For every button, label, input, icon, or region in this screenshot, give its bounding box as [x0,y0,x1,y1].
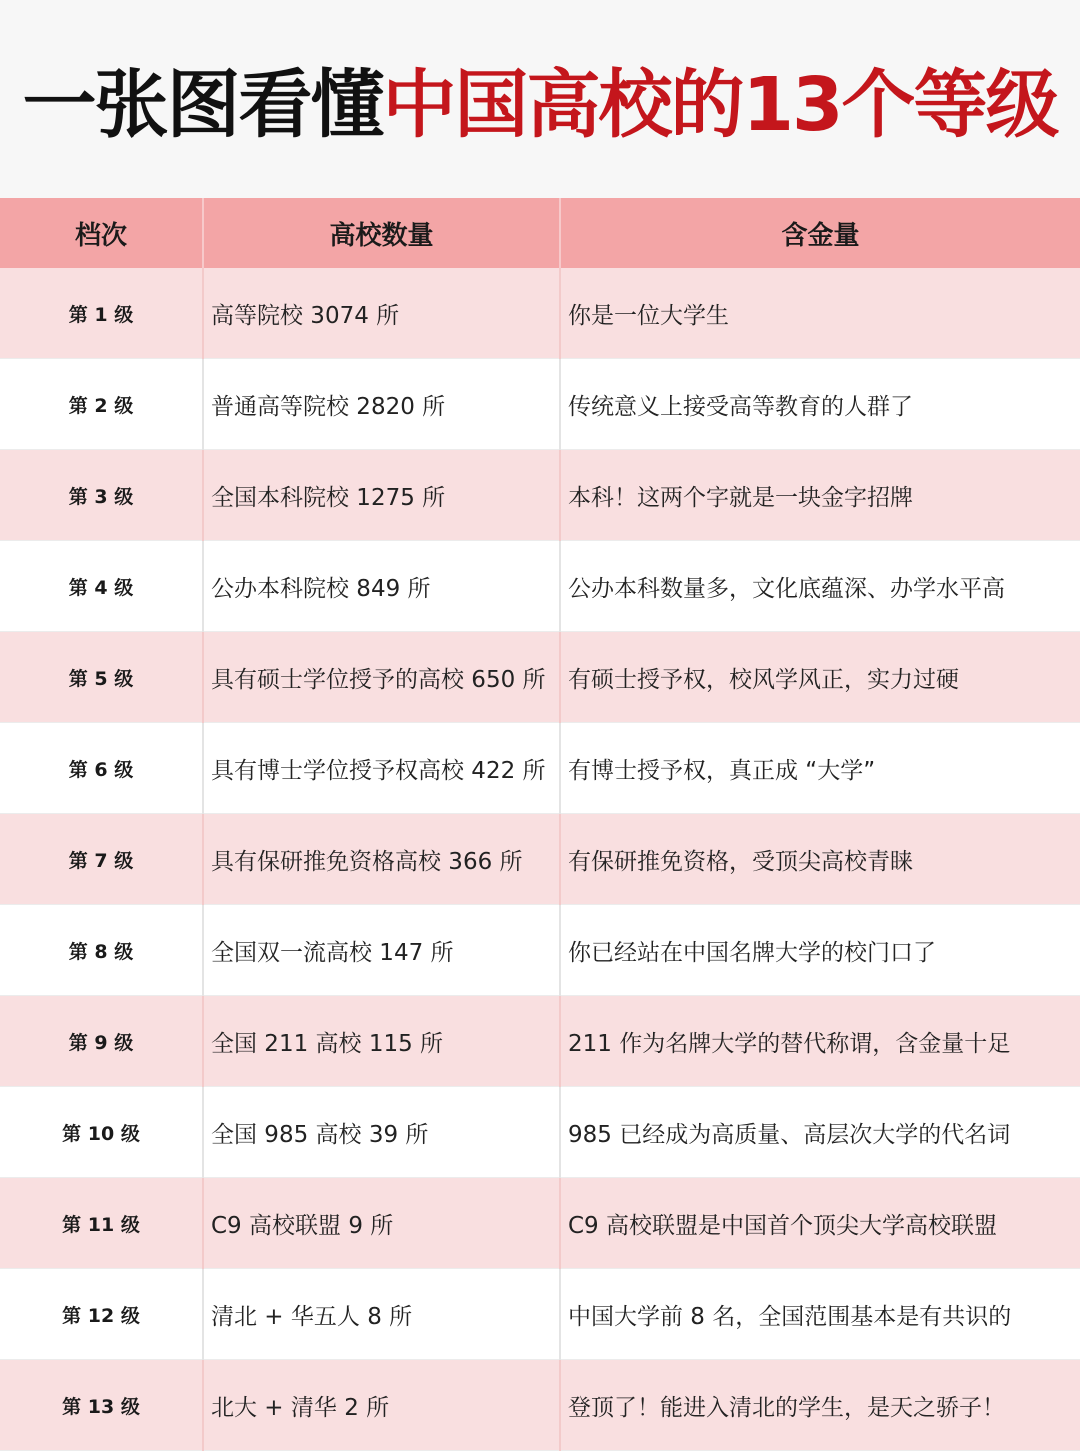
page-title [23,46,1058,152]
count-cell: 公办本科院校 849 所 [203,541,560,632]
table-row [0,905,1080,996]
level-cell: 第 5 级 [0,632,203,723]
value-cell: 211 作为名牌大学的替代称谓，含金量十足 [560,996,1080,1087]
header-level: 档次 [0,198,203,268]
table-row [0,1087,1080,1178]
value-cell: 你是一位大学生 [560,268,1080,359]
value-cell: 有博士授予权，真正成 “大学” [560,723,1080,814]
table-row [0,1178,1080,1269]
value-cell: 有硕士授予权，校风学风正，实力过硬 [560,632,1080,723]
value-cell: 你已经站在中国名牌大学的校门口了 [560,905,1080,996]
count-cell: 具有硕士学位授予的高校 650 所 [203,632,560,723]
count-cell: 北大 + 清华 2 所 [203,1360,560,1451]
level-cell: 第 8 级 [0,905,203,996]
value-cell: 传统意义上接受高等教育的人群了 [560,359,1080,450]
count-cell: 具有保研推免资格高校 366 所 [203,814,560,905]
table-row [0,814,1080,905]
level-cell: 第 4 级 [0,541,203,632]
count-cell: 清北 + 华五人 8 所 [203,1269,560,1360]
header-count: 高校数量 [203,198,560,268]
table-row [0,996,1080,1087]
count-cell: 全国双一流高校 147 所 [203,905,560,996]
count-cell: 具有博士学位授予权高校 422 所 [203,723,560,814]
table-row [0,723,1080,814]
table-row [0,359,1080,450]
value-cell: C9 高校联盟是中国首个顶尖大学高校联盟 [560,1178,1080,1269]
level-cell: 第 11 级 [0,1178,203,1269]
count-cell: 高等院校 3074 所 [203,268,560,359]
header-value: 含金量 [560,198,1080,268]
value-cell: 有保研推免资格，受顶尖高校青睐 [560,814,1080,905]
level-cell: 第 3 级 [0,450,203,541]
level-cell: 第 12 级 [0,1269,203,1360]
value-cell: 本科！这两个字就是一块金字招牌 [560,450,1080,541]
value-cell: 登顶了！能进入清北的学生，是天之骄子！ [560,1360,1080,1451]
count-cell: 全国 211 高校 115 所 [203,996,560,1087]
count-cell: 普通高等院校 2820 所 [203,359,560,450]
table-row [0,541,1080,632]
value-cell: 公办本科数量多，文化底蕴深、办学水平高 [560,541,1080,632]
level-cell: 第 7 级 [0,814,203,905]
value-cell: 中国大学前 8 名，全国范围基本是有共识的 [560,1269,1080,1360]
title-red-part: 中国高校的13个等级 [382,62,1058,148]
level-cell: 第 2 级 [0,359,203,450]
level-cell: 第 9 级 [0,996,203,1087]
table-row [0,268,1080,359]
count-cell: C9 高校联盟 9 所 [203,1178,560,1269]
level-cell: 第 10 级 [0,1087,203,1178]
table-row [0,1269,1080,1360]
table-row [0,450,1080,541]
level-cell: 第 6 级 [0,723,203,814]
title-black-part: 一张图看懂 [22,62,383,148]
level-cell: 第 1 级 [0,268,203,359]
table-row [0,1360,1080,1451]
value-cell: 985 已经成为高质量、高层次大学的代名词 [560,1087,1080,1178]
level-cell: 第 13 级 [0,1360,203,1451]
title-banner [0,0,1080,198]
count-cell: 全国 985 高校 39 所 [203,1087,560,1178]
table-row [0,632,1080,723]
table-header-row [0,198,1080,268]
count-cell: 全国本科院校 1275 所 [203,450,560,541]
university-levels-table [0,198,1080,1451]
